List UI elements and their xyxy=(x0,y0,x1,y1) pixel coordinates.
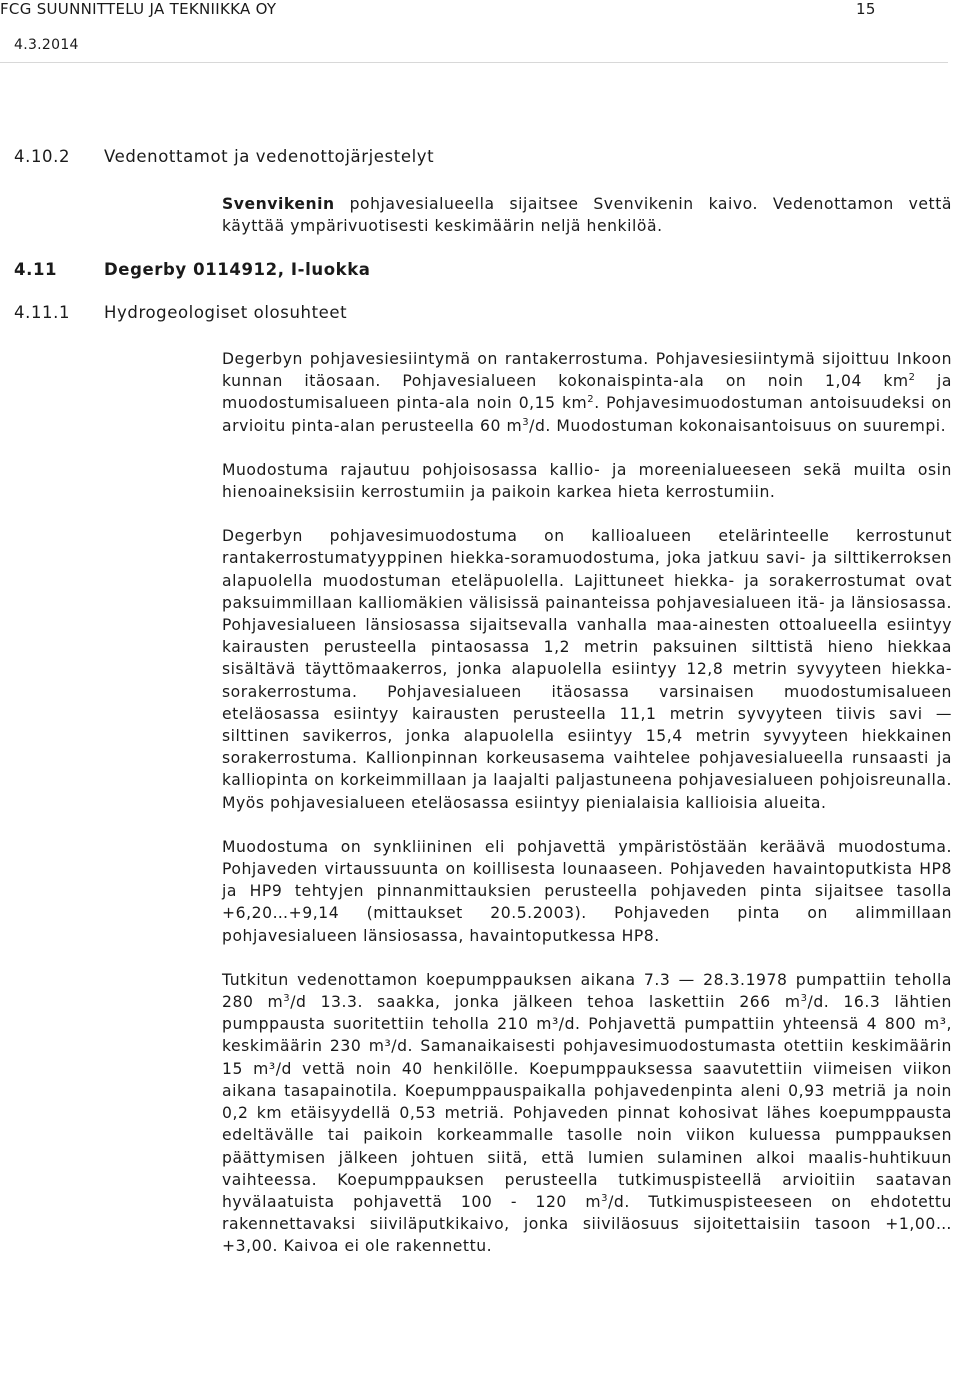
section-title: Degerby 0114912, I-luokka xyxy=(104,260,371,279)
text-run: /d. 16.3 lähtien pumppausta suoritettiin teholla 210 m³/d. Pohjavettä pumpattiin yhteensä 4 800 m³, keskimäärin 230 m³/d. Samanaikaisesti pohjavesimuodostumasta otettiin keskimäärin 15 m³/d vettä noin 40 henkilölle. Koepumppauksessa saavutettiin viimeisen viikon aikana tasapainotila. Koepumppauspaikalla pohjavedenpinta aleni 0,93 metriä ja noin 0,2 km etäisyydellä 0,53 metriä. Pohjaveden pinnat kohosivat lähes koepumppausta edeltävälle tai paikoin korkeammalle tasolle noin viikon kuluessa pumppauksen päättymisen jälkeen johtuen siitä, että lumien sulaminen alkoi maalis-huhtikuun vaihteessa. Koepumppauksen perusteella tutkimuspisteellä arvioitiin saatavan hyvälaatuista pohjavettä 100 - 120 m xyxy=(222,993,952,1211)
text-run: . Pohjavesimuodostuman antoisuudeksi on arvioitu pinta-alan perusteella 60 m xyxy=(222,394,952,435)
company-name: FCG SUUNNITTELU JA TEKNIIKKA OY xyxy=(0,0,277,18)
section-number: 4.11 xyxy=(14,260,58,279)
paragraph-flow: Muodostuma on synkliininen eli pohjavettä ympäristöstään keräävä muodostuma. Pohjaveden virtaussuunta on koillisesta lounaaseen. Pohjaveden havaintoputkista HP8 ja HP9 tehtyjen pinnanmittauksien perusteella pohjaveden pinta sijaitsee tasolla +6,20…+9,14 (mittaukset 20.5.2003). Pohjaveden pinta on alimmillaan pohjavesialueen länsiosassa, havaintoputkessa HP8. xyxy=(222,837,952,945)
text-run: /d. Muodostuman kokonaisantoisuus on suurempi. xyxy=(529,416,947,435)
svenviken-paragraph xyxy=(222,193,952,237)
section-title: Hydrogeologiset olosuhteet xyxy=(104,303,348,322)
superscript: 3 xyxy=(283,993,291,1005)
body-text xyxy=(222,348,952,1258)
superscript: 3 xyxy=(522,416,530,428)
section-heading-4-10-2 xyxy=(14,147,434,166)
text-run: /d 13.3. saakka, jonka jälkeen tehoa laskettiin 266 m xyxy=(290,993,801,1012)
superscript: 2 xyxy=(587,394,595,406)
paragraph-geology: Degerbyn pohjavesimuodostuma on kallioalueen etelärinteelle kerrostunut rantakerrostumatyyppinen hiekka-soramuodostuma, joka jatkuu savi- ja silttikerroksen alapuolella muodostuman eteläpuolella. Lajittuneet hiekka- ja sorakerrostumat ovat paksuimmillaan kalliomäkien välisissä painanteissa pohjavesialueen itä- ja länsiosassa. Pohjavesialueen länsiosassa sijaitsevalla vanhalla maa-ainesten ottoalueella esiintyy kairausten perusteella pintaosassa 1,2 metrin paksuinen silttistä hieno hiekkaa sisältävä täyttömaakerros, jonka alapuolella esiintyy 12,8 metrin syvyyteen hiekka-sorakerrostuma. Pohjavesialueen itäosassa varsinaisen muodostumisalueen eteläosassa esiintyy kairausten perusteella 11,1 metrin syvyyteen tiivis savi — silttinen savikerros, jonka alapuolella esiintyy 15,4 metrin syvyyteen hiekkainen sorakerrostuma. Kallionpinnan korkeusasema vaihtelee pohjavesialueella runsaasti ja kalliopinta on korkeimmillaan ja laajalti paljastuneena pohjavesialueen pohjoisreunalla. Myös pohjavesialueen eteläosassa esiintyy pienialaisia kallioisia alueita. xyxy=(222,527,952,812)
section-number: 4.10.2 xyxy=(14,147,71,166)
section-title: Vedenottamot ja vedenottojärjestelyt xyxy=(104,147,435,166)
svenviken-text: pohjavesialueella sijaitsee Svenvikenin kaivo. Vedenottamon vettä käyttää ympärivuotisesti keskimäärin neljä henkilöä. xyxy=(222,195,952,236)
superscript: 2 xyxy=(908,372,916,384)
text-run: /d. Tutkimuspisteeseen on ehdotettu rakennettavaksi siiviläputkikaivo, jonka siiviläosuus sijoitettaisiin tasoon +1,00…+3,00. Kaivoa ei ole rakennettu. xyxy=(222,1192,952,1256)
superscript: 3 xyxy=(800,993,808,1005)
text-run: Degerbyn pohjavesiesiintymä on rantakerrostuma. Pohjavesiesiintymä sijoittuu Inkoon kunnan itäosaan. Pohjavesialueen kokonaispinta-ala on noin 1,04 km xyxy=(222,350,952,391)
header-divider xyxy=(0,62,948,63)
page-number: 15 xyxy=(856,0,876,18)
section-heading-4-11-1 xyxy=(14,303,347,322)
section-heading-4-11 xyxy=(14,260,371,279)
section-number: 4.11.1 xyxy=(14,303,71,322)
well-name: Svenvikenin xyxy=(222,195,335,213)
text-run: ja muodostumisalueen pinta-ala noin 0,15 km xyxy=(222,372,952,413)
paragraph-pumping-test xyxy=(222,969,952,1258)
superscript: 3 xyxy=(601,1192,609,1204)
document-date: 4.3.2014 xyxy=(14,37,79,53)
paragraph-boundaries: Muodostuma rajautuu pohjoisosassa kallio- ja moreenialueeseen sekä muilta osin hienoaineksisiin kerrostumiin ja paikoin karkea hieta kerrostumiin. xyxy=(222,460,952,502)
text-run: Tutkitun vedenottamon koepumppauksen aikana 7.3 — 28.3.1978 pumpattiin teholla 280 m xyxy=(222,970,952,1012)
paragraph-area xyxy=(222,348,952,437)
